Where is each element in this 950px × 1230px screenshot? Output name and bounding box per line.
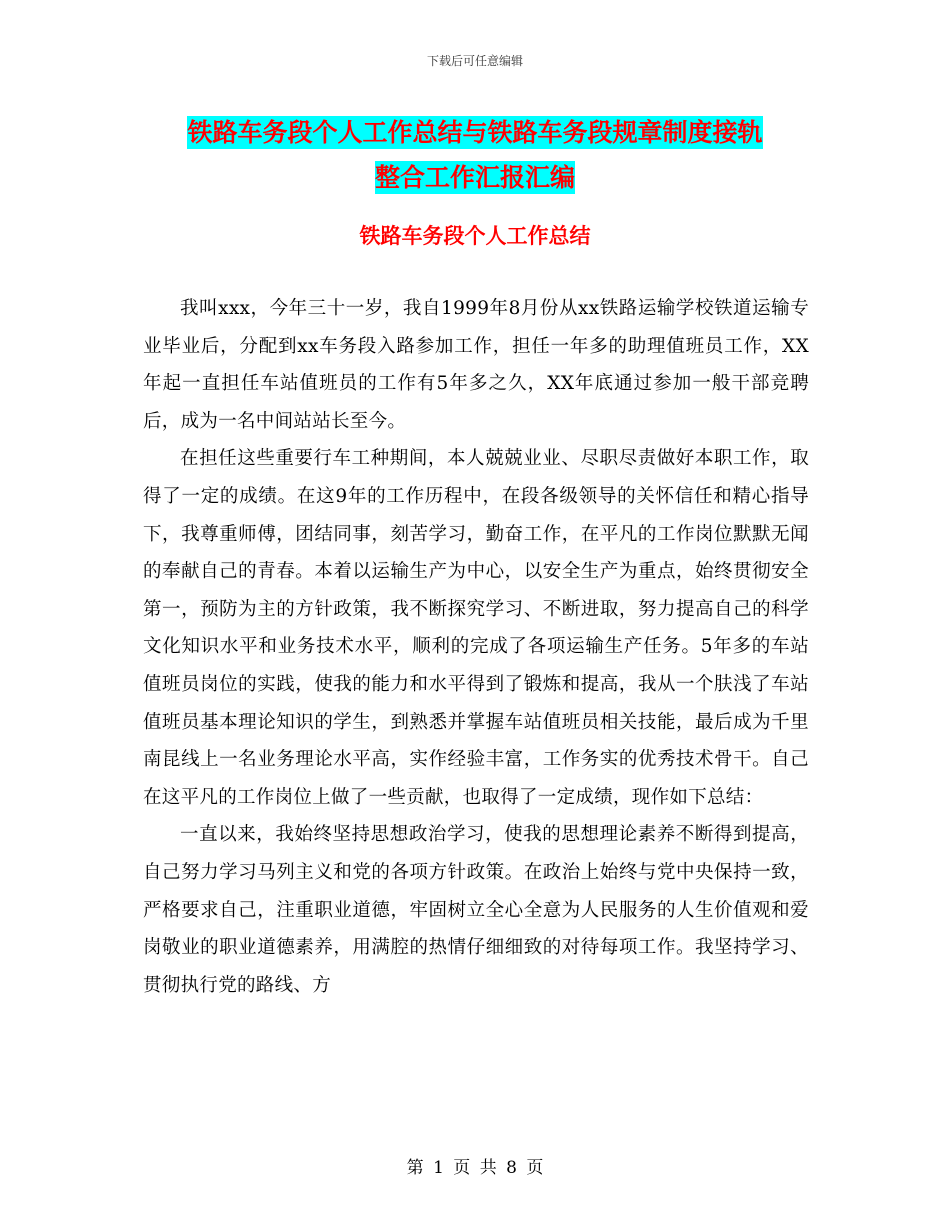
body-paragraph: 在担任这些重要行车工种期间，本人兢兢业业、尽职尽责做好本职工作，取得了一定的成绩。在这9年的工作历程中，在段各级领导的关怀信任和精心指导下，我尊重师傅，团结同事，刻苦学习，勤奋工作，在平凡的工作岗位默默无闻的奉献自己的青春。本着以运输生产为中心，以安全生产为重点，始终贯彻安全第一，预防为主的方针政策，我不断探究学习、不断进取，努力提高自己的科学文化知识水平和业务技术水平，顺利的完成了各项运输生产任务。5年多的车站值班员岗位的实践，使我的能力和水平得到了锻炼和提高，我从一个肤浅了车站值班员基本理论知识的学生，到熟悉并掌握车站值班员相关技能，最后成为千里南昆线上一名业务理论水平高，实作经验丰富，工作务实的优秀技术骨干。自己在这平凡的工作岗位上做了一些贡献，也取得了一定成绩，现作如下总结：: [143, 448, 809, 808]
body-paragraph: 我叫xxx，今年三十一岁，我自1999年8月份从xx铁路运输学校铁道运输专业毕业后，分配到xx车务段入路参加工作，担任一年多的助理值班员工作，XX年起一直担任车站值班员的工作有5年多之久，XX年底通过参加一般干部竞聘后，成为一名中间站站长至今。: [143, 298, 809, 432]
document-title-line-1: 铁路车务段个人工作总结与铁路车务段规章制度接轨: [187, 118, 763, 147]
body-paragraph: 一直以来，我始终坚持思想政治学习，使我的思想理论素养不断得到提高，自己努力学习马列主义和党的各项方针政策。在政治上始终与党中央保持一致，严格要求自己，注重职业道德，牢固树立全心全意为人民服务的人生价值观和爱岗敬业的职业道德素养，用满腔的热情仔细细致的对待每项工作。我坚持学习、贯彻执行党的路线、方: [143, 824, 809, 996]
section-title: 铁路车务段个人工作总结: [359, 223, 591, 248]
page-number-footer: 第 1 页 共 8 页: [406, 1158, 544, 1178]
document-title-line-2: 整合工作汇报汇编: [374, 163, 575, 192]
document-body: [143, 290, 809, 1004]
page-header-note: 下载后可任意编辑: [426, 54, 523, 68]
document-title: [140, 110, 810, 200]
